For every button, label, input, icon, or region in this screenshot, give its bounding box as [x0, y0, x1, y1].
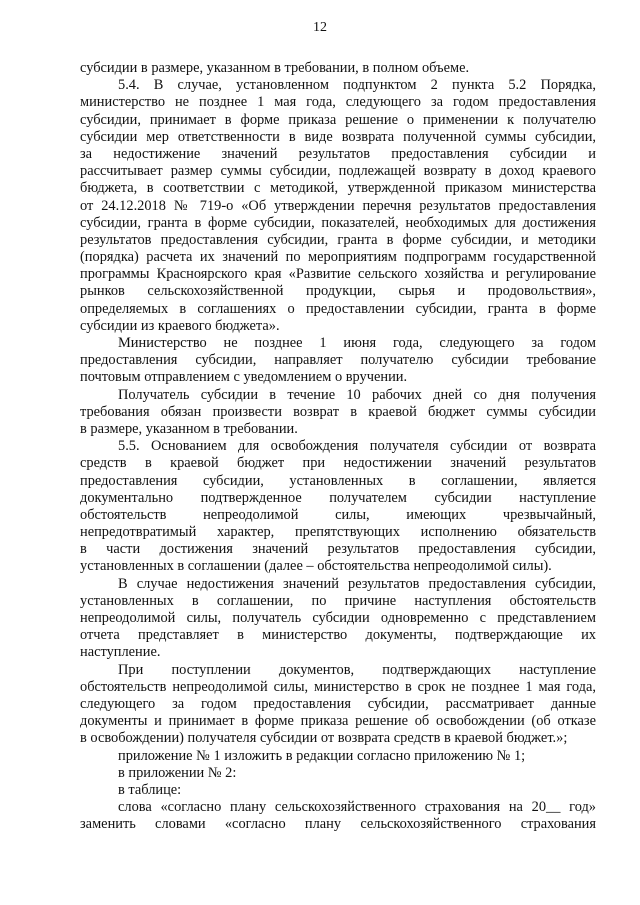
- text-line: следующего за годом предоставления субсидии, рассматривает данные: [80, 695, 596, 712]
- text-line: за недостижение значений результатов предоставления субсидии и: [80, 145, 596, 162]
- text-line: субсидии, принимает в форме приказа решение о применении к получателю: [80, 111, 596, 128]
- text-line: установленных в соглашении, по причине наступления обстоятельств: [80, 592, 596, 609]
- document-body: [80, 60, 596, 833]
- text-line: в части достижения значений результатов предоставления субсидии,: [80, 541, 596, 558]
- text-line: документально подтвержденное получателем субсидии наступление: [80, 489, 596, 506]
- text-line: требования обязан произвести возврат в краевой бюджет суммы субсидии: [80, 403, 596, 420]
- text-line: в приложении № 2:: [118, 764, 237, 781]
- page-number: 12: [313, 20, 327, 35]
- text-line: В случае недостижения значений результатов предоставления субсидии,: [118, 575, 596, 592]
- text-line: программы Красноярского края «Развитие сельского хозяйства и регулирование: [80, 266, 596, 283]
- text-line: обстоятельств непреодолимой силы, министерство в срок не позднее 1 мая года,: [80, 678, 596, 695]
- text-line: приложение № 1 изложить в редакции согласно приложению № 1;: [118, 747, 526, 764]
- text-line: непредотвратимый характер, препятствующих исполнению обязательств: [80, 524, 596, 541]
- text-line: субсидии из краевого бюджета».: [80, 317, 280, 334]
- text-line: заменить словами «согласно плану сельскохозяйственного страхования: [80, 816, 596, 833]
- text-line: предоставления субсидии, направляет получателю субсидии требование: [80, 352, 596, 369]
- text-line: При поступлении документов, подтверждающих наступление: [118, 661, 596, 678]
- text-line: субсидии мер ответственности в виде возврата полученной суммы субсидии,: [80, 128, 596, 145]
- text-line: министерство не позднее 1 мая года, следующего за годом предоставления: [80, 94, 596, 111]
- text-line: наступление.: [80, 644, 161, 661]
- text-line: от 24.12.2018 № 719-о «Об утверждении перечня результатов предоставления: [80, 197, 596, 214]
- text-line: в освобождении) получателя субсидии от возврата средств в краевой бюджет.»;: [80, 730, 568, 747]
- text-line: слова «согласно плану сельскохозяйственного страхования на 20__ год»: [118, 799, 596, 816]
- text-line: установленных в соглашении (далее – обстоятельства непреодолимой силы).: [80, 558, 552, 575]
- text-line: непреодолимой силы, получатель субсидии одновременно с представлением: [80, 610, 596, 626]
- text-line: определяемых в соглашениях о предоставлении субсидии, гранта в форме: [80, 300, 596, 317]
- text-line: Министерство не позднее 1 июня года, следующего за годом: [118, 335, 596, 351]
- text-line: бюджета, в соответствии с методикой, утвержденной приказом министерства: [80, 180, 596, 197]
- text-line: рассчитывает размер суммы субсидии, подлежащей возврату в доход краевого: [80, 163, 596, 180]
- text-line: в таблице:: [118, 781, 182, 798]
- text-line: 5.5. Основанием для освобождения получателя субсидии от возврата: [118, 438, 596, 455]
- text-line: результатов предоставления субсидии, гранта в форме субсидии, и методики: [80, 231, 596, 248]
- text-line: (порядка) расчета их значений по мероприятиям подпрограмм государственной: [80, 249, 596, 266]
- text-line: субсидии, гранта в форме субсидии, показателей, необходимых для достижения: [80, 214, 596, 231]
- text-line: Получатель субсидии в течение 10 рабочих дней со дня получения: [118, 386, 596, 403]
- text-line: предоставления субсидии, установленных в соглашении, является: [80, 472, 596, 489]
- text-line: почтовым отправлением с уведомлением о вручении.: [80, 369, 408, 386]
- text-line: в размере, указанном в требовании.: [80, 420, 298, 437]
- text-line: обстоятельств непреодолимой силы, имеющих чрезвычайный,: [80, 506, 596, 523]
- text-line: отчета представляет в министерство документы, подтверждающие их: [80, 627, 596, 644]
- text-line: 5.4. В случае, установленном подпунктом 2 пункта 5.2 Порядка,: [118, 77, 596, 94]
- text-line: средств в краевой бюджет при недостижении значений результатов: [80, 455, 596, 472]
- text-line: рынков сельскохозяйственной продукции, сырья и продовольствия»,: [80, 283, 596, 300]
- text-line: документы и принимает в форме приказа решение об освобождении (об отказе: [80, 713, 596, 730]
- text-line: субсидии в размере, указанном в требовании, в полном объеме.: [80, 60, 470, 76]
